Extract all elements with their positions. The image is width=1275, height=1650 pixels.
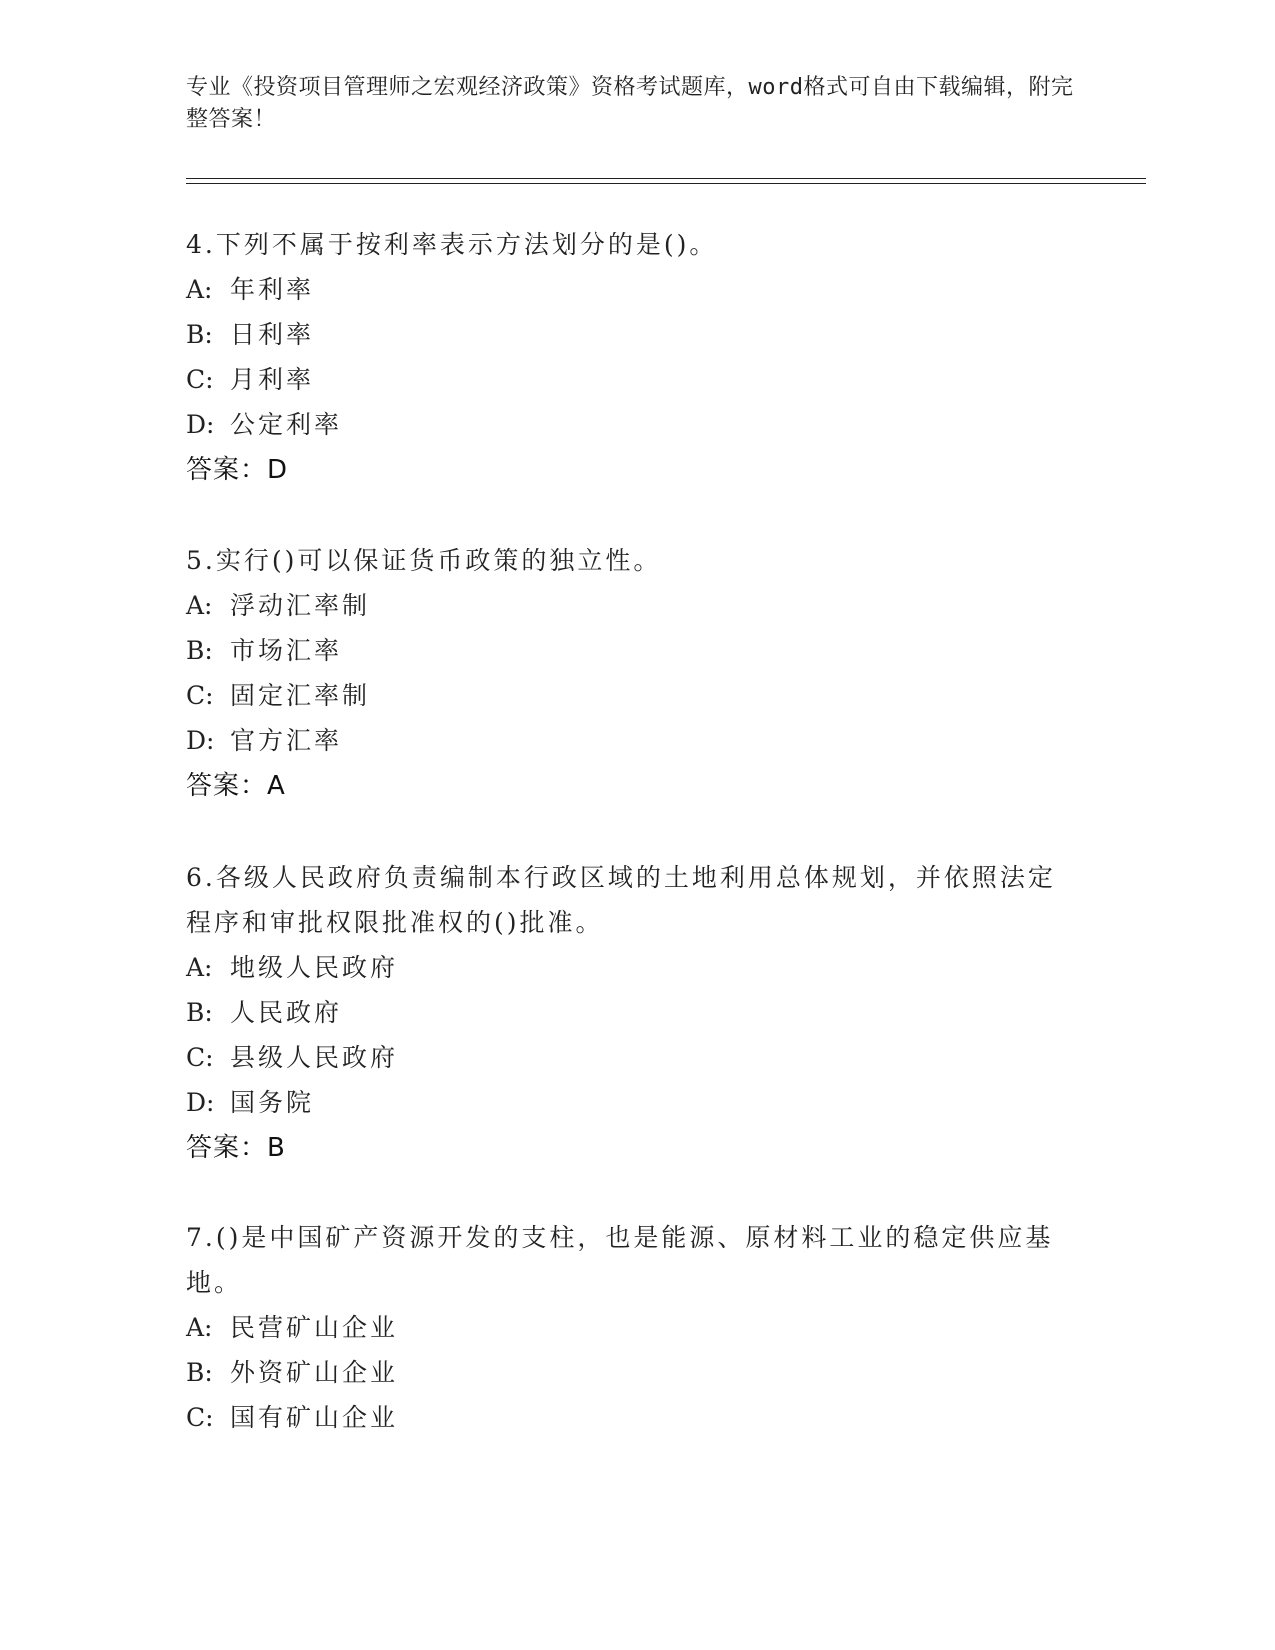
option-c [186,673,1066,718]
option-text: 民营矿山企业 [230,1313,399,1342]
option-a [186,267,1066,312]
option-b [186,1350,1066,1395]
option-text: 地级人民政府 [230,953,399,982]
option-text: 公定利率 [230,410,343,439]
option-key: A: [186,1313,213,1342]
option-key: C: [186,365,214,394]
option-text: 国务院 [230,1088,315,1117]
option-key: A: [186,953,213,982]
option-d [186,1080,1066,1125]
option-text: 月利率 [230,365,315,394]
option-d [186,402,1066,447]
header-double-rule [186,178,1146,184]
question-7 [186,1215,1066,1440]
option-key: B: [186,636,213,665]
option-key: B: [186,1358,213,1387]
option-key: D: [186,1088,215,1117]
option-b [186,990,1066,1035]
option-c [186,1035,1066,1080]
option-key: C: [186,1403,214,1432]
question-title: 6.各级人民政府负责编制本行政区域的土地利用总体规划，并依照法定程序和审批权限批准权的()批准。 [186,863,1056,937]
option-key: C: [186,681,214,710]
option-a [186,945,1066,990]
answer-label: 答案：A [186,771,286,801]
option-d [186,718,1066,763]
option-text: 县级人民政府 [230,1043,399,1072]
option-text: 国有矿山企业 [230,1403,399,1432]
question-4 [186,222,1066,493]
option-key: A: [186,275,213,304]
question-title: 4.下列不属于按利率表示方法划分的是()。 [186,230,718,259]
option-b [186,628,1066,673]
document-header: 专业《投资项目管理师之宏观经济政策》资格考试题库，word格式可自由下载编辑，附完整答案！ [186,75,1074,132]
option-key: C: [186,1043,214,1072]
question-5 [186,538,1066,809]
option-text: 外资矿山企业 [230,1358,399,1387]
option-c [186,357,1066,402]
option-a [186,1305,1066,1350]
option-key: B: [186,998,213,1027]
option-text: 浮动汇率制 [230,591,371,620]
option-text: 日利率 [230,320,315,349]
option-text: 官方汇率 [230,726,343,755]
option-c [186,1395,1066,1440]
option-b [186,312,1066,357]
option-key: B: [186,320,213,349]
option-text: 人民政府 [230,998,343,1027]
question-title: 5.实行()可以保证货币政策的独立性。 [186,546,662,575]
option-text: 年利率 [230,275,315,304]
option-key: D: [186,726,215,755]
option-text: 市场汇率 [230,636,343,665]
answer-label: 答案：B [186,1133,286,1163]
option-text: 固定汇率制 [230,681,371,710]
option-a [186,583,1066,628]
option-key: A: [186,591,213,620]
question-title: 7.()是中国矿产资源开发的支柱，也是能源、原材料工业的稳定供应基地。 [186,1223,1054,1297]
answer-label: 答案：D [186,455,289,485]
option-key: D: [186,410,215,439]
question-6 [186,855,1066,1171]
